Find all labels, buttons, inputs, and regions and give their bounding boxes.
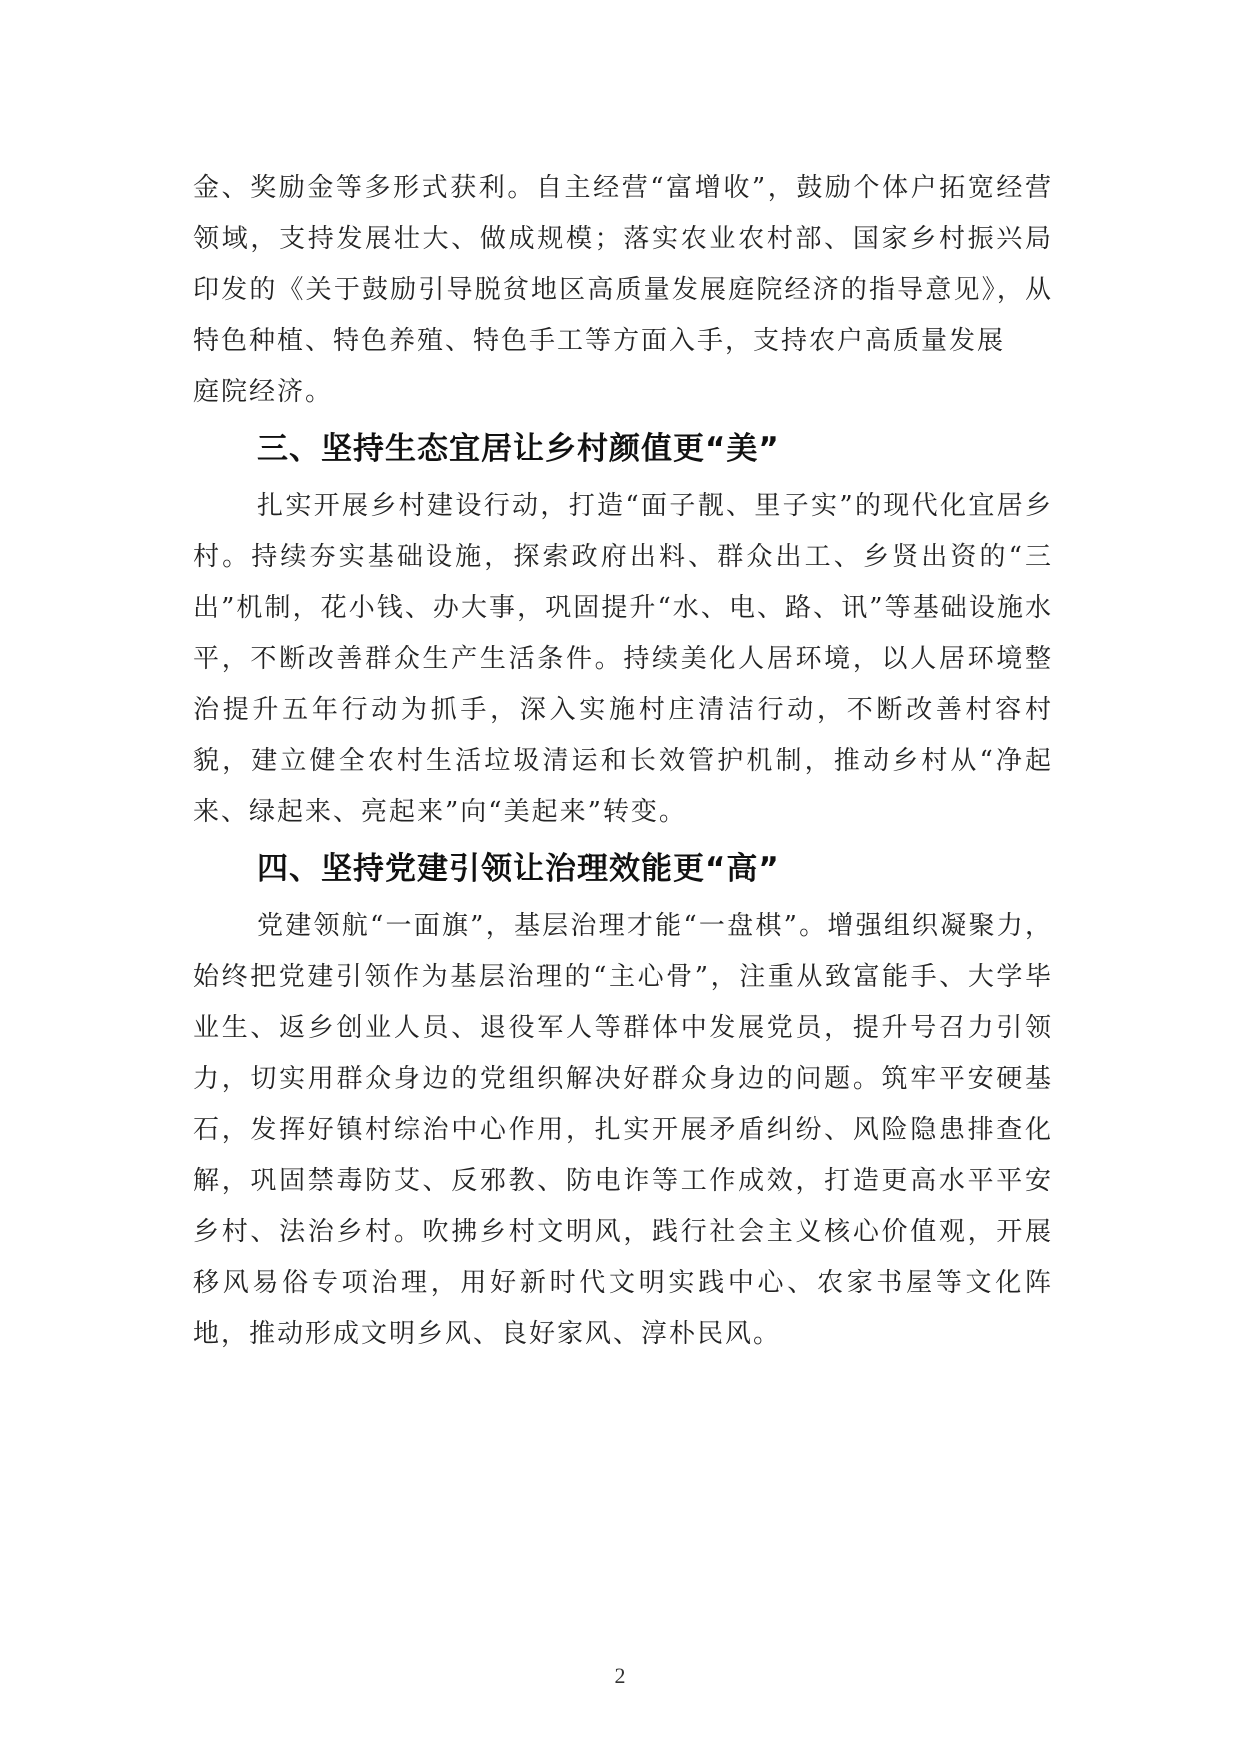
page-content <box>193 163 1053 1360</box>
page-number: 2 <box>614 1663 626 1688</box>
section-heading-3: 三、坚持生态宜居让乡村颜值更“美” <box>257 431 780 467</box>
continuation-paragraph: 金、奖励金等多形式获利。自主经营“富增收”，鼓励个体户拓宽经营领域，支持发展壮大、做成规模；落实农业农村部、国家乡村振兴局印发的《关于鼓励引导脱贫地区高质量发展庭院经济的指导意见》，从特色种植、特色养殖、特色手工等方面入手，支持农户高质量发展 <box>193 173 1053 356</box>
continuation-paragraph-end: 庭院经济。 <box>193 377 334 407</box>
section-3-body: 扎实开展乡村建设行动，打造“面子靓、里子实”的现代化宜居乡村。持续夯实基础设施，探索政府出料、群众出工、乡贤出资的“三出”机制，花小钱、办大事，巩固提升“水、电、路、讯”等基础设施水平，不断改善群众生产生活条件。持续美化人居环境，以人居环境整治提升五年行动为抓手，深入实施村庄清洁行动，不断改善村容村貌，建立健全农村生活垃圾清运和长效管护机制，推动乡村从“净起来、绿起来、亮起来”向“美起来”转变。 <box>193 491 1053 827</box>
section-heading-4: 四、坚持党建引领让治理效能更“高” <box>257 851 780 887</box>
section-4-body: 党建领航“一面旗”，基层治理才能“一盘棋”。增强组织凝聚力，始终把党建引领作为基层治理的“主心骨”，注重从致富能手、大学毕业生、返乡创业人员、退役军人等群体中发展党员，提升号召力引领力，切实用群众身边的党组织解决好群众身边的问题。筑牢平安硬基石，发挥好镇村综治中心作用，扎实开展矛盾纠纷、风险隐患排查化解，巩固禁毒防艾、反邪教、防电诈等工作成效，打造更高水平平安乡村、法治乡村。吹拂乡村文明风，践行社会主义核心价值观，开展移风易俗专项治理，用好新时代文明实践中心、农家书屋等文化阵地，推动形成文明乡风、良好家风、淳朴民风。 <box>193 911 1053 1349</box>
